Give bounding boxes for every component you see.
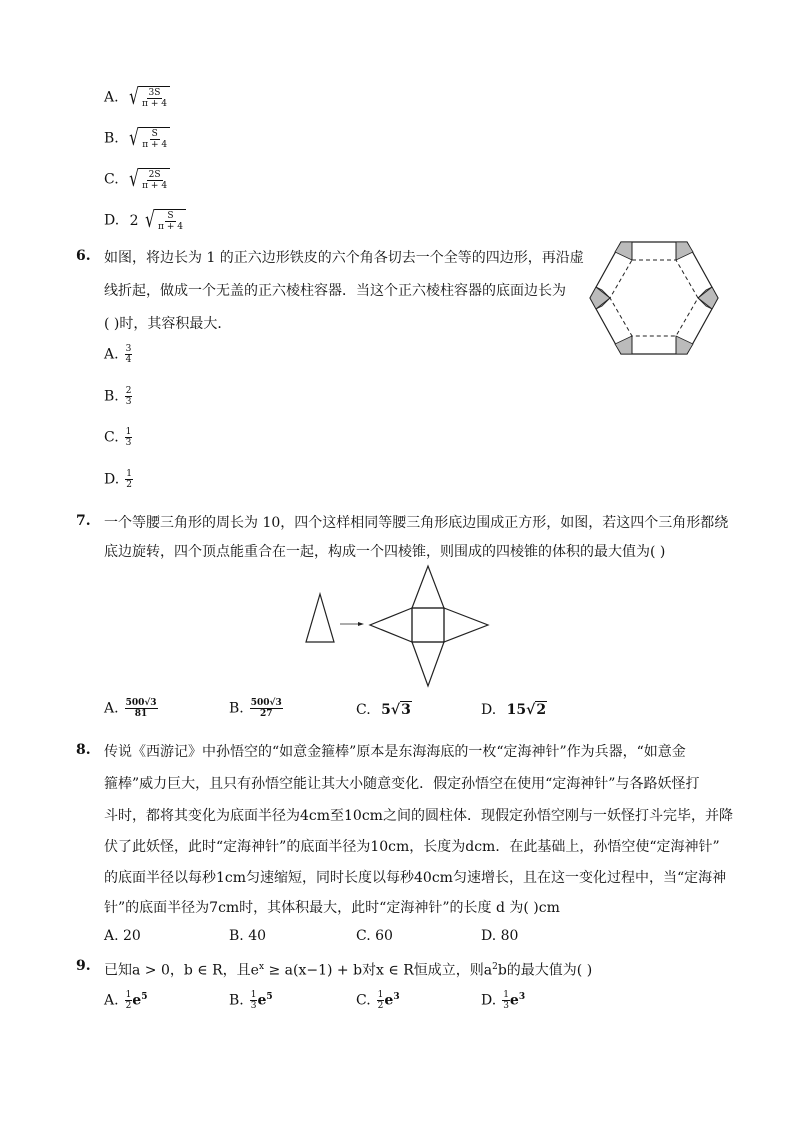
q8-option-c: C. 60 bbox=[356, 928, 393, 944]
q7-option-d: D. 15√2 bbox=[481, 702, 547, 718]
q8-text-line4: 伏了此妖怪，此时“定海神针”的底面半径为10cm，长度为dcm．在此基础上，孙悟空使“定海神针” bbox=[104, 839, 720, 855]
q7-option-c: C. 5√3 bbox=[356, 702, 411, 718]
q6-text-line2: 线折起，做成一个无盖的正六棱柱容器．当这个正六棱柱容器的底面边长为 bbox=[104, 283, 566, 299]
q8-option-a: A. 20 bbox=[104, 928, 141, 944]
q6-option-c: C. $\frac{1}{3}$ bbox=[104, 427, 132, 448]
q8-text-line2: 箍棒”威力巨大，且只有孙悟空能让其大小随意变化．假定孙悟空在使用“定海神针”与各路妖怪打 bbox=[104, 776, 700, 792]
q9-text: 已知a > 0，b ∈ R，且$e^x \ge a(x-1) + b$对x ∈ R恒成立，则$a^2b$的最大值为( ) bbox=[104, 962, 593, 979]
q6-text-line3: ( )时，其容积最大． bbox=[104, 316, 232, 332]
net-triangle-bottom bbox=[412, 642, 444, 686]
q8-option-d: D. 80 bbox=[481, 928, 519, 944]
pyramid-net-figure bbox=[302, 564, 492, 688]
q9-option-b: B. $\frac{1}{3}$ $e^5$ bbox=[229, 990, 273, 1011]
net-triangle-right bbox=[444, 608, 488, 642]
net-square bbox=[412, 608, 444, 642]
q9-number: 9. bbox=[76, 958, 91, 974]
q8-text-line3: 斗时，都将其变化为底面半径为4cm至10cm之间的圆柱体．现假定孙悟空刚与一妖怪打斗完毕，并降 bbox=[104, 808, 733, 824]
q7-text-line2: 底边旋转，四个顶点能重合在一起，构成一个四棱锥，则围成的四棱锥的体积的最大值为( ) bbox=[104, 544, 666, 560]
q7-text-line1: 一个等腰三角形的周长为 10，四个这样相同等腰三角形底边围成正方形，如图，若这四个三角形都绕 bbox=[104, 515, 729, 531]
q8-number: 8. bbox=[76, 742, 91, 758]
q8-text-line6: 针”的底面半径为7cm时，其体积最大，此时“定海神针”的长度 d 为( )cm bbox=[104, 900, 560, 916]
q6-number: 6. bbox=[76, 248, 91, 264]
q8-text-line1: 传说《西游记》中孙悟空的“如意金箍棒”原本是东海海底的一枚“定海神针”作为兵器，“如意金 bbox=[104, 744, 686, 760]
net-triangle-left bbox=[370, 608, 412, 642]
q6-option-b: B. $\frac{2}{3}$ bbox=[104, 386, 132, 407]
hexagon-figure bbox=[588, 240, 720, 356]
q5-option-b: B. √ S π + 4 bbox=[104, 127, 170, 150]
q9-option-c: C. $\frac{1}{2}$ $e^3$ bbox=[356, 990, 400, 1011]
q8-option-b: B. 40 bbox=[229, 928, 267, 944]
q5-option-c: C. √ 2S π + 4 bbox=[104, 168, 170, 191]
q8-text-line5: 的底面半径以每秒1cm匀速缩短，同时长度以每秒40cm匀速增长，且在这一变化过程中，当“定海神 bbox=[104, 870, 727, 886]
q7-number: 7. bbox=[76, 513, 91, 529]
q6-text-line1: 如图，将边长为 1 的正六边形铁皮的六个角各切去一个全等的四边形，再沿虚 bbox=[104, 250, 584, 266]
q6-option-d: D. $\frac{1}{2}$ bbox=[104, 469, 132, 490]
single-triangle bbox=[306, 594, 334, 642]
q9-option-d: D. $\frac{1}{3}$ $e^3$ bbox=[481, 990, 526, 1011]
net-triangle-top bbox=[412, 566, 444, 608]
q5-option-a: A. √ 3S π + 4 bbox=[104, 86, 170, 109]
q9-option-a: A. $\frac{1}{2}$ $e^5$ bbox=[104, 990, 148, 1011]
q6-option-a: A. $\frac{3}{4}$ bbox=[104, 344, 132, 365]
q5-option-d: D. 2 √ S π + 4 bbox=[104, 209, 186, 232]
arrow-head bbox=[358, 622, 364, 626]
q7-option-a: A. $\frac{500√3}{81}$ bbox=[104, 698, 157, 719]
q7-option-b: B. $\frac{500√3}{27}$ bbox=[229, 698, 282, 719]
